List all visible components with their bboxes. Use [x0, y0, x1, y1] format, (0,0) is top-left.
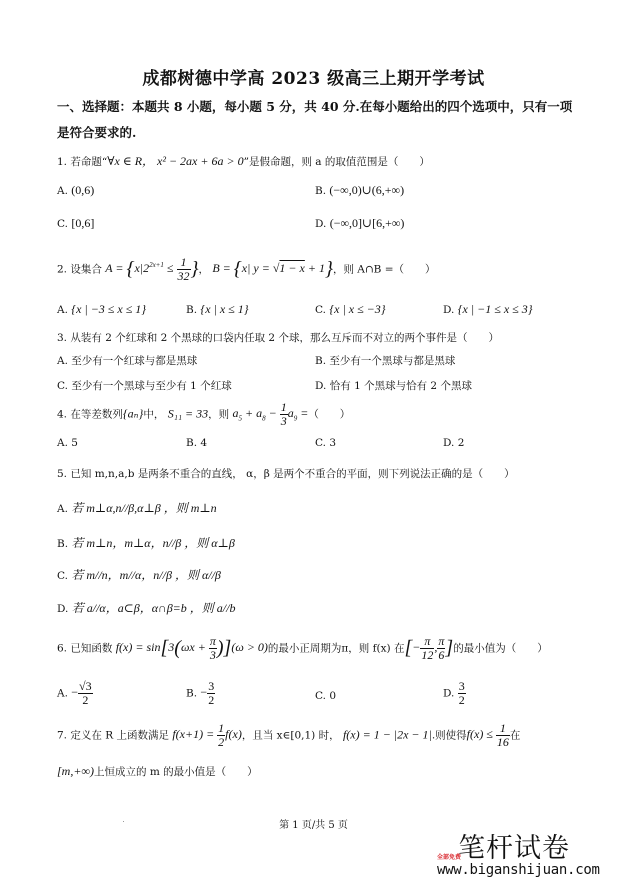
question-number: 6.	[57, 642, 68, 655]
option-1c[interactable]: C. [0,6]	[57, 216, 95, 230]
option-2c[interactable]: C. {x | x ≤ −3}	[315, 302, 386, 316]
watermark-tag: 全部免费	[437, 854, 462, 861]
question-stem: 若命题“	[70, 156, 108, 168]
option-1b[interactable]: B. (−∞,0)∪(6,+∞)	[315, 183, 405, 197]
option-3d[interactable]: D. 恰有 1 个黑球与恰有 2 个黑球	[315, 380, 472, 392]
watermark-brand: 笔杆试卷	[458, 833, 570, 864]
question-number: 1.	[57, 156, 68, 168]
option-1a[interactable]: A. (0,6)	[57, 183, 95, 197]
section-header-line1: 一、选择题：本题共 8 小题，每小题 5 分，共 40 分.在每小题给出的四个选项中，只有一项	[57, 99, 573, 114]
option-2b[interactable]: B. {x | x ≤ 1}	[186, 302, 249, 316]
option-4c[interactable]: C. 3	[315, 437, 337, 449]
watermark-url[interactable]: www.biganshijuan.com	[437, 862, 600, 878]
option-4a[interactable]: A. 5	[57, 437, 78, 449]
expression: $a_5 + a_8$ − $\frac{1}{3}$ $a_9$ =	[232, 400, 309, 428]
option-4d[interactable]: D. 2	[443, 437, 465, 449]
option-5b[interactable]: B. 若 m⊥n，m⊥α，n//β ，则 α⊥β	[57, 536, 235, 550]
option-6a[interactable]: A. − $\frac{√3}{2}$	[57, 679, 92, 707]
question-number: 5.	[57, 468, 68, 480]
option-6c[interactable]: C. 0	[315, 690, 337, 702]
option-1d[interactable]: D. (−∞,0]∪[6,+∞)	[315, 216, 405, 230]
set-b: B = {x| y = √1 − x + 1}	[212, 258, 333, 280]
question-number: 3.	[57, 332, 68, 344]
question-number: 2.	[57, 263, 68, 276]
question-stem: 则 A∩B =（ ）	[343, 263, 436, 276]
question-number: 4.	[57, 408, 68, 421]
question-stem: 设集合	[70, 263, 102, 276]
page-number: 第 1 页/共 5 页	[279, 820, 348, 831]
question-stem: 已知 m,n,a,b 是两条不重合的直线， α，β 是两个不重合的平面，则下列说法正确的是（ ）	[70, 468, 515, 480]
question-math: ∀x ∈ R， x² − 2ax + 6a > 0	[107, 154, 244, 168]
option-6d[interactable]: D. $\frac{3}{2}$	[443, 679, 465, 707]
option-5a[interactable]: A. 若 m⊥α,n//β,α⊥β ，则 m⊥n	[57, 501, 217, 515]
option-5d[interactable]: D. 若 a//α，a⊂β，α∩β=b ，则 a//b	[57, 601, 236, 615]
section-header-line2: 是符合要求的.	[57, 125, 137, 140]
question-7-line2: [m,+∞)上恒成立的 m 的最小值是（ ）	[57, 764, 258, 778]
function-expression: f(x) = sin[3(ωx + $\frac{\pi}{3}$ )](ω > 0)	[115, 634, 268, 662]
option-2a[interactable]: A. {x | −3 ≤ x ≤ 1}	[57, 302, 147, 316]
option-3b[interactable]: B. 至少有一个黑球与都是黑球	[315, 355, 456, 367]
question-5	[57, 466, 515, 481]
question-2: 2. 设集合 $A = \{x|2^{2x+1}$ ≤ $\frac{1}{32}$ }， B = {x| y = √1 − x + 1}，则 A∩B =（ ）	[57, 255, 436, 283]
question-6: 6. 已知函数 f(x) = sin[3(ωx + $\frac{\pi}{3}$ )](ω > 0)的最小正周期为π，则 f(x) 在[− $\frac{\pi}{12}$ , $\frac{\pi}{6}$ ]的最小值为（ ）	[57, 634, 548, 662]
option-2d[interactable]: D. {x | −1 ≤ x ≤ 3}	[443, 302, 533, 316]
set-a: $A = \{x|2^{2x+1}$ ≤ $\frac{1}{32}$ }	[105, 255, 199, 283]
option-6b[interactable]: B. − $\frac{3}{2}$	[186, 679, 215, 707]
question-3	[57, 330, 499, 345]
question-7: 7. 定义在 R 上函数满足 f(x+1) = $\frac{1}{2}$ f(x)，且当 x∈[0,1) 时， f(x) = 1 − |2x − 1|.则使得f(x) ≤ $\frac{1}{16}$ 在	[57, 721, 521, 749]
question-4: 4. 在等差数列{aₙ}中， S₁₁ = 33，则 $a_5 + a_8$ − $\frac{1}{3}$ $a_9$ =（ ）	[57, 400, 351, 428]
option-5c[interactable]: C. 若 m//n，m//α，n//β ，则 α//β	[57, 568, 221, 582]
question-stem: 从装有 2 个红球和 2 个黑球的口袋内任取 2 个球，那么互斥而不对立的两个事件是（ ）	[70, 332, 499, 344]
option-4b[interactable]: B. 4	[186, 437, 208, 449]
page-title: 成都树德中学高 2023 级高三上期开学考试	[142, 69, 485, 89]
question-stem: ”是假命题，则 a 的取值范围是（ ）	[243, 156, 430, 168]
interval: [− $\frac{\pi}{12}$ , $\frac{\pi}{6}$ ]	[404, 634, 454, 662]
question-1	[57, 152, 430, 169]
option-3a[interactable]: A. 至少有一个红球与都是黑球	[57, 355, 198, 367]
question-number: 7.	[57, 729, 68, 742]
option-3c[interactable]: C. 至少有一个黑球与至少有 1 个红球	[57, 380, 232, 392]
